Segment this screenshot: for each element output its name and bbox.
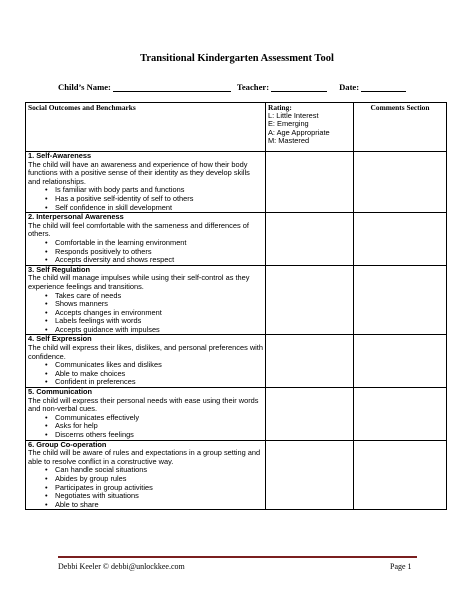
section-description: The child will have an awareness and experience of how their body functions with a positive sense of their identity as they develop skills and relationships. (28, 159, 250, 186)
benchmark-item: • Can handle social situations (55, 466, 263, 475)
rating-cell[interactable] (266, 265, 354, 335)
footer-rule (58, 556, 417, 558)
section-title: 1. Self-Awareness (28, 151, 92, 160)
comments-header-label: Comments Section (370, 103, 430, 112)
table-row (26, 440, 447, 510)
benchmark-item: • Able to share (55, 501, 263, 510)
rating-key-item: A: Age Appropriate (268, 127, 330, 137)
rating-cell[interactable] (266, 152, 354, 213)
table-row (26, 335, 447, 388)
section-self-regulation (26, 265, 266, 335)
document-title: Transitional Kindergarten Assessment Tool (140, 53, 334, 64)
comments-cell[interactable] (354, 213, 447, 266)
footer-copyright: Debbi Keeler © debbi@unlockkee.com (58, 562, 185, 571)
benchmark-item: • Negotiates with situations (55, 492, 263, 501)
section-group-cooperation (26, 440, 266, 510)
comments-cell[interactable] (354, 388, 447, 441)
benchmark-item: • Communicates likes and dislikes (55, 361, 263, 370)
benchmark-item: • Accepts diversity and shows respect (55, 256, 263, 265)
section-title: 4. Self Expression (28, 334, 92, 344)
benchmark-item: • Able to make choices (55, 370, 263, 379)
benchmark-list (28, 414, 263, 440)
benchmark-list (28, 361, 263, 387)
rating-key-item: M: Mastered (268, 136, 310, 146)
section-self-expression (26, 335, 266, 388)
teacher-field[interactable] (271, 83, 327, 92)
rating-key-item: L: Little Interest (268, 111, 319, 120)
table-header-row (26, 103, 447, 152)
table-row (26, 265, 447, 335)
section-interpersonal-awareness (26, 213, 266, 266)
assessment-table (25, 102, 447, 510)
comments-cell[interactable] (354, 440, 447, 510)
section-title: 5. Communication (28, 387, 93, 397)
table-row (26, 152, 447, 213)
section-title: 6. Group Co-operation (28, 439, 107, 449)
benchmark-list (28, 186, 263, 212)
rating-cell[interactable] (266, 213, 354, 266)
section-description: The child will feel comfortable with the sameness and differences of others. (28, 220, 249, 239)
benchmark-item: • Labels feelings with words (55, 317, 263, 326)
rating-cell[interactable] (266, 335, 354, 388)
page-number: Page 1 (390, 562, 412, 571)
section-communication (26, 388, 266, 441)
rating-key-item: E: Emerging (268, 119, 309, 129)
benchmark-item: • Takes care of needs (55, 292, 263, 301)
benchmark-item: • Confident in preferences (55, 378, 263, 387)
section-self-awareness (26, 152, 266, 213)
benchmark-item: • Abides by group rules (55, 475, 263, 484)
child-name-label: Child’s Name: (58, 82, 111, 92)
benchmark-item: • Asks for help (55, 422, 263, 431)
comments-cell[interactable] (354, 265, 447, 335)
comments-cell[interactable] (354, 335, 447, 388)
section-title: 3. Self Regulation (28, 264, 91, 274)
benchmark-list (28, 239, 263, 265)
benchmark-item: • Participates in group activities (55, 484, 263, 493)
benchmark-item: • Accepts guidance with impulses (55, 326, 263, 335)
benchmark-item: • Accepts changes in environment (55, 309, 263, 318)
rating-header-label: Rating: (268, 103, 292, 112)
benchmark-list (28, 466, 263, 509)
table-row (26, 213, 447, 266)
rating-header (266, 103, 354, 152)
section-title: 2. Interpersonal Awareness (28, 212, 124, 222)
benchmark-item: • Discerns others feelings (55, 431, 263, 440)
benchmark-item: • Communicates effectively (55, 414, 263, 423)
child-name-field[interactable] (113, 83, 231, 92)
date-label: Date: (339, 82, 360, 92)
benchmark-item: • Responds positively to others (55, 248, 263, 257)
rating-key (268, 112, 351, 146)
benchmark-item: • Is familiar with body parts and functions (55, 186, 263, 195)
benchmark-item: • Comfortable in the learning environment (55, 239, 263, 248)
section-description: The child will be aware of rules and expectations in a group setting and able to resolve conflict in a constructive way. (28, 448, 261, 466)
benchmark-item: • Shows manners (55, 300, 263, 309)
table-row (26, 388, 447, 441)
comments-cell[interactable] (354, 152, 447, 213)
benchmark-list (28, 292, 263, 335)
section-description: The child will express their personal needs with ease using their words and non-verbal cues. (28, 395, 259, 414)
section-description: The child will express their likes, dislikes, and personal preferences with confidence. (28, 343, 263, 361)
info-line (58, 82, 406, 92)
rating-cell[interactable] (266, 440, 354, 510)
benchmark-item: • Self confidence in skill development (55, 204, 263, 213)
benchmark-item: • Has a positive self-identity of self to others (55, 195, 263, 204)
rating-cell[interactable] (266, 388, 354, 441)
outcomes-header (26, 103, 266, 152)
date-field[interactable] (361, 83, 406, 92)
section-description: The child will manage impulses while using their self-control as they experience feelings and transitions. (28, 273, 250, 291)
comments-header (354, 103, 447, 152)
teacher-label: Teacher: (236, 82, 270, 92)
outcomes-header-label: Social Outcomes and Benchmarks (28, 103, 136, 112)
